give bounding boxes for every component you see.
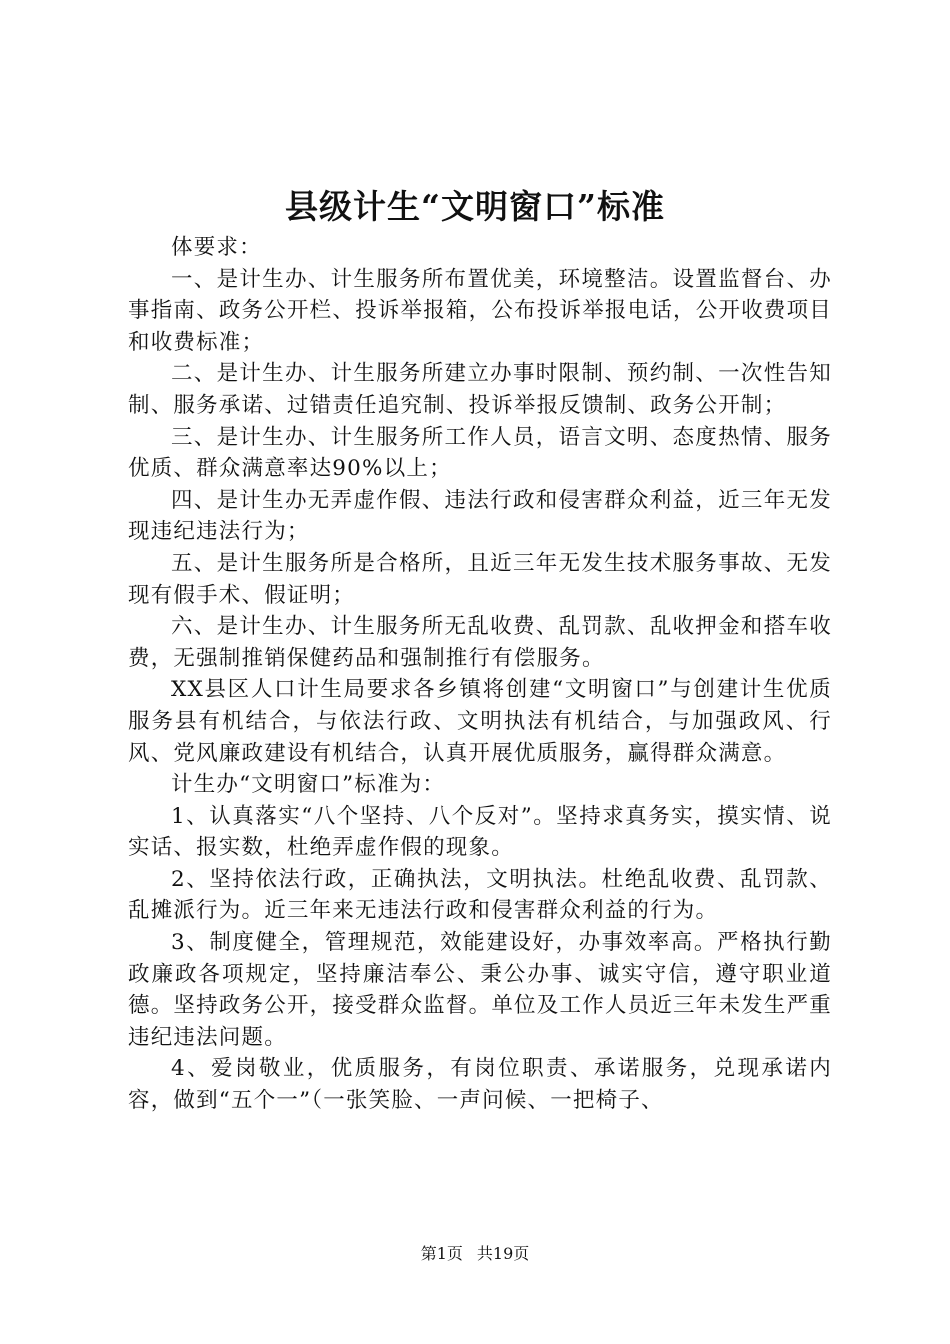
- page-footer: [0, 1242, 950, 1266]
- paragraph: XX县区人口计生局要求各乡镇将创建“文明窗口”与创建计生优质服务县有机结合，与依法行政、文明执法有机结合，与加强政风、行风、党风廉政建设有机结合，认真开展优质服务，赢得群众满意。: [128, 677, 832, 766]
- document-title: 县级计生“文明窗口”标准: [285, 187, 665, 226]
- paragraph: 计生办“文明窗口”标准为：: [171, 772, 446, 798]
- paragraph: 六、是计生办、计生服务所无乱收费、乱罚款、乱收押金和搭车收费，无强制推销保健药品和强制推行有偿服务。: [128, 614, 832, 671]
- paragraph: 三、是计生办、计生服务所工作人员，语言文明、态度热情、服务优质、群众满意率达90%以上；: [128, 424, 832, 482]
- paragraph: 一、是计生办、计生服务所布置优美，环境整洁。设置监督台、办事指南、政务公开栏、投诉举报箱，公布投诉举报电话，公开收费项目和收费标准；: [128, 266, 832, 355]
- paragraph: 五、是计生服务所是合格所，且近三年无发生技术服务事故、无发现有假手术、假证明；: [128, 550, 832, 608]
- paragraph: 1、认真落实“八个坚持、八个反对”。坚持求真务实，摸实情、说实话、报实数，杜绝弄虚作假的现象。: [128, 803, 832, 861]
- paragraph: 二、是计生办、计生服务所建立办事时限制、预约制、一次性告知制、服务承诺、过错责任追究制、投诉举报反馈制、政务公开制；: [128, 361, 832, 418]
- page-number: 第1页: [420, 1244, 463, 1263]
- page-total: 共19页: [476, 1244, 530, 1263]
- paragraph: 4、爱岗敬业，优质服务，有岗位职责、承诺服务，兑现承诺内容，做到“五个一”（一张笑脸、一声问候、一把椅子、: [128, 1056, 832, 1114]
- paragraph: 3、制度健全，管理规范，效能建设好，办事效率高。严格执行勤政廉政各项规定，坚持廉洁奉公、秉公办事、诚实守信，遵守职业道德。坚持政务公开，接受群众监督。单位及工作人员近三年未发生严重违纪违法问题。: [128, 930, 832, 1050]
- document-body: [128, 232, 832, 1117]
- paragraph: 四、是计生办无弄虚作假、违法行政和侵害群众利益，近三年无发现违纪违法行为；: [128, 487, 832, 545]
- paragraph: 2、坚持依法行政，正确执法，文明执法。杜绝乱收费、乱罚款、乱摊派行为。近三年来无违法行政和侵害群众利益的行为。: [128, 866, 832, 924]
- paragraph: 体要求：: [171, 235, 262, 260]
